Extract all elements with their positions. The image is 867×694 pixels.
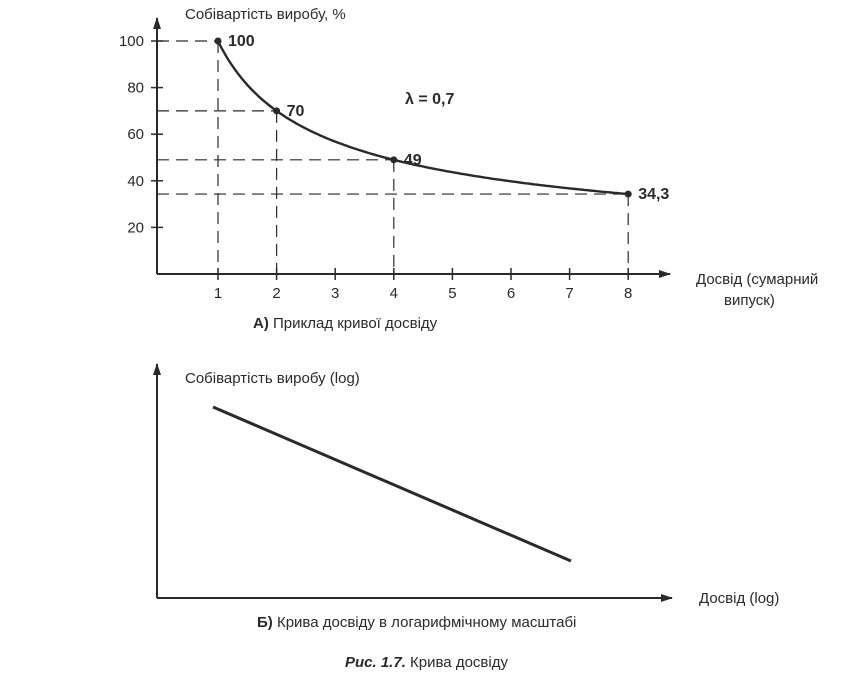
data-label-2: 49 [403,151,422,169]
chart-b-y-label: Собівартість виробу (log) [185,370,360,387]
x-tick-label-1: 1 [213,285,223,302]
chart-b-line [213,407,571,561]
x-tick-label-2: 2 [272,285,281,302]
x-tick-label-8: 8 [624,285,633,302]
data-label-0: 100 [228,33,255,50]
chart-a-curve [218,41,628,194]
x-tick-label-3: 3 [331,285,340,302]
chart-b-title [257,614,576,631]
data-point-2 [390,156,397,163]
y-tick-label-40: 40 [127,172,144,190]
chart-a [119,6,818,332]
data-label-1: 70 [286,102,305,120]
data-point-0 [215,38,222,45]
y-tick-label-100: 100 [118,33,144,50]
chart-a-points [215,33,670,203]
chart-a-panel-marker: А) [253,315,269,332]
chart-a-annotation: λ = 0,7 [405,91,455,108]
x-tick-label-5: 5 [448,285,457,302]
y-tick-label-20: 20 [127,219,144,237]
x-tick-label-4: 4 [389,285,398,302]
chart-b-x-label: Досвід (log) [699,590,780,607]
chart-b [157,364,779,631]
chart-a-title-text: Приклад кривої досвіду [273,315,438,332]
y-tick-label-80: 80 [127,79,144,97]
chart-a-x-label-line2: випуск) [724,292,775,309]
chart-a-title [253,315,438,332]
chart-b-title-text: Крива досвіду в логарифмічному масштабі [276,614,577,631]
data-point-3 [625,191,632,198]
y-tick-label-60: 60 [127,126,144,144]
figure-caption-prefix: Рис. 1.7. [345,654,406,671]
chart-a-x-label-line1: Досвід (сумарний [696,271,819,288]
chart-a-ticks [119,33,632,302]
x-tick-label-6: 6 [506,285,516,302]
figure-caption-text: Крива досвіду [410,654,508,671]
chart-a-y-label: Собівартість виробу, % [185,6,346,23]
chart-b-panel-marker: Б) [257,614,273,631]
data-point-1 [273,107,280,114]
x-tick-label-7: 7 [565,285,574,302]
data-label-3: 34,3 [638,186,670,204]
figure-caption [345,654,508,671]
